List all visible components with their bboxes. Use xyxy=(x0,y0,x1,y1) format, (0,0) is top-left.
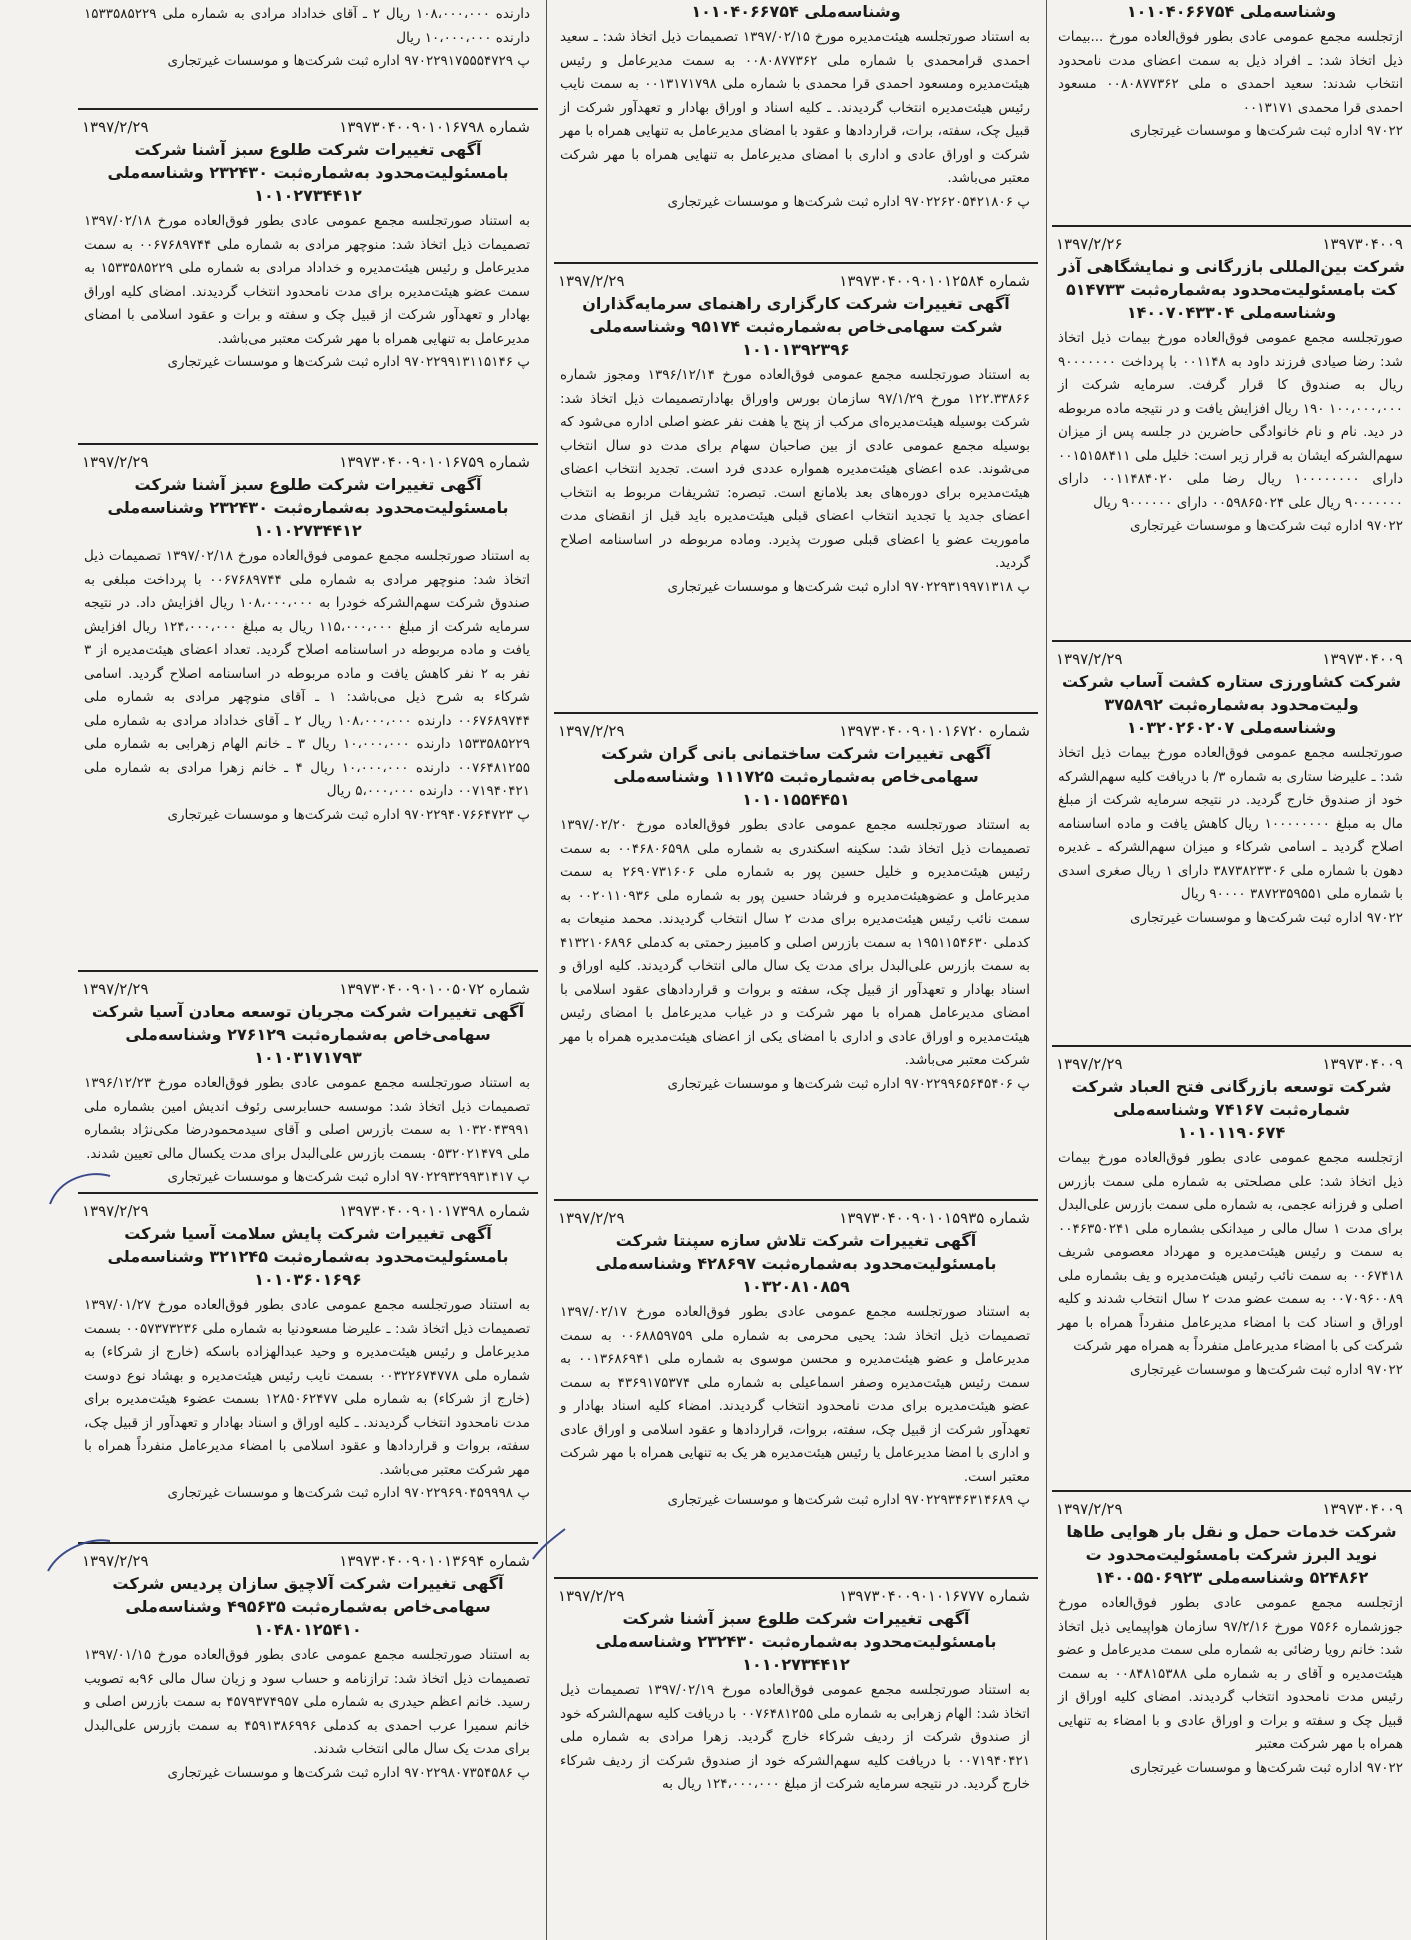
notice-date: ۱۳۹۷/۲/۲۹ xyxy=(1056,1500,1123,1518)
notice xyxy=(554,1199,1038,1579)
notice-body: به استناد صورتجلسه هیئت‌مدیره مورخ ۱۳۹۷/۰۲/۱۵ تصمیمات ذیل اتخاذ شد: ـ سعید احمدی قرامحمدی با شماره ملی ۰۰۸۰۸۷۷۳۶۲ به سمت مدیرعامل و رئیس هیئت‌مدیره ومسعود احمدی قرا محمدی با شماره ملی ۰۰۱۳۱۷۱۷۹۸ به سمت نایب رئیس هیئت‌مدیره انتخاب گردیدند. ـ کلیه اسناد و اوراق بهادار و تعهدآور شرکت از قبیل چک، سفته، برات، قراردادها و عقود با امضای مدیرعامل به تنهایی همراه با مهر شرکت و اوراق عادی و اداری با امضای مدیرعامل به تنهایی همراه با مهر شرکت معتبر می‌باشد. xyxy=(560,29,1030,186)
notice-body: ازتجلسه مجمع عمومی عادی بطور فوق‌العاده مورخ ...بیمات ذیل اتخاذ شد: ـ افراد ذیل به سمت اعضای مدت نامحدود انتخاب شدند: سعید احمدی ه ملی ۰۰۸۰۸۷۷۳۶۲ مسعود احمدی قرا محمدی ۰۰۱۳۱۷۱ xyxy=(1058,29,1403,116)
notice-body: دارنده ۱۰۸،۰۰۰،۰۰۰ ریال ۲ ـ آقای خداداد مرادی به شماره ملی ۱۵۳۳۵۸۵۲۲۹ دارنده ۱۰،۰۰۰،۰۰۰ ریال xyxy=(84,6,531,46)
notice-date: ۱۳۹۷/۲/۲۹ xyxy=(82,118,149,136)
pen-mark xyxy=(525,1525,575,1565)
notice-footer: پ ۹۷۰۲۲۹۳۲۹۹۳۱۴۱۷ اداره ثبت شرکت‌ها و موسسات غیرتجاری xyxy=(167,1169,530,1185)
notice-footer: ۹۷۰۲۲ اداره ثبت شرکت‌ها و موسسات غیرتجاری xyxy=(1129,518,1403,534)
notice-body: ازتجلسه مجمع عمومی عادی بطور فوق‌العاده مورخ بیمات ذیل اتخاذ شد: علی مصلحتی به شماره ملی سمت بازرس اصلی و فرزانه عجمی، به شماره ملی سمت بازرس علی‌البدل برای مدت ۱ سال مالی ر میدانکی بشماره ملی ۰۰۴۶۳۵۰۲۴۱ به سمت و رئیس هیئت‌مدیره و مهرداد معصومی شریف ۰۰۶۷۴۱۸ به سمت نائب رئیس هیئت‌مدیره و یف بشماره ملی ۰۰۷۰۹۶۰۰۸۹ به سمت عضو مدت ۲ سال انتخاب شدند و کلیه اوراق و اسناد کت با امضاء مدیرعامل منفرداً همراه با مهر شرکت کی با امضاء مدیرعامل منفرداً به همراه مهر شرکت xyxy=(1058,1150,1403,1354)
notice-title: شرکت بین‌المللی بازرگانی و نمایشگاهی آذر کت بامسئولیت‌محدود به‌شماره‌ثبت ۵۱۴۷۳۳ وشناسه‌ملی ۱۴۰۰۷۰۴۳۳۰۴ xyxy=(1058,257,1405,322)
notice-body: به استناد صورتجلسه مجمع عمومی عادی بطور فوق‌العاده مورخ ۱۳۹۷/۰۲/۱۷ تصمیمات ذیل اتخاذ شد: یحیی محرمی به شماره ملی ۰۰۶۸۸۵۹۷۵۹ به سمت مدیرعامل و عضو هیئت‌مدیره و محسن موسوی به شماره ملی ۰۰۱۳۶۸۶۹۴۱ به سمت رئیس هیئت‌مدیره وصفر اسماعیلی به شماره ملی ۴۳۶۹۱۷۵۳۷۴ به سمت عضو هیئت‌مدیره برای مدت نامحدود انتخاب گردیدند. امضاء کلیه اسناد بهادار و تعهدآور شرکت از قبیل چک، سفته، بروات، قراردادها و عقود اسلامی و اوراق عادی و اداری با امضا مدیرعامل یا رئیس هیئت‌مدیره هر یک به تنهایی همراه با مهر شرکت معتبر است. xyxy=(560,1304,1030,1485)
pen-mark xyxy=(40,1168,120,1208)
notice xyxy=(554,0,1038,262)
notice-footer: پ ۹۷۰۲۲۹۴۰۷۶۶۴۷۲۳ اداره ثبت شرکت‌ها و موسسات غیرتجاری xyxy=(167,806,530,823)
notice-reg-number: شماره ۱۳۹۷۳۰۴۰۰۹۰۱۰۱۳۶۹۴ xyxy=(339,1552,530,1570)
notice-reg-number: ۱۳۹۷۳۰۴۰۰۹ xyxy=(1322,235,1403,253)
notice-body: به استناد صورتجلسه مجمع عمومی عادی بطور فوق‌العاده مورخ ۱۳۹۷/۰۱/۲۷ تصمیمات ذیل اتخاذ شد: ـ علیرضا مسعودنیا به شماره ملی ۰۰۵۷۳۷۳۲۳۶ بسمت مدیرعامل و رئیس هیئت‌مدیره و وحید عبدالهزاده باسکه (خارج از شرکاء) به شماره ملی ۰۰۳۲۲۶۷۴۷۷۸ بسمت نایب رئیس هیئت‌مدیره و بهشاد نوع دوست (خارج از شرکاء) به شماره ملی ۱۲۸۵۰۶۲۴۷۷ بسمت عضوء هیئت‌مدیره برای مدت نامحدود انتخاب گردیدند. ـ کلیه اوراق و اسناد بهادار و تعهدآور از قبیل چک، سفته، بروات و قراردادها و عقود اسلامی با امضاء مدیرعامل منفرداً همراه با مهر شرکت معتبر می‌باشد. xyxy=(84,1297,531,1478)
notice-title: شرکت کشاورزی ستاره کشت آساب شرکت ولیت‌محدود به‌شماره‌ثبت ۳۷۵۸۹۲ وشناسه‌ملی ۱۰۳۲۰۲۶۰۲۰۷ xyxy=(1061,672,1402,737)
notice-date: ۱۳۹۷/۲/۲۹ xyxy=(1056,1055,1123,1073)
notice-date: ۱۳۹۷/۲/۲۹ xyxy=(82,980,149,998)
notice-date: ۱۳۹۷/۲/۲۹ xyxy=(558,272,625,290)
notice-reg-number: ۱۳۹۷۳۰۴۰۰۹ xyxy=(1322,1055,1403,1073)
left-column xyxy=(78,0,538,1940)
notice-reg-number: شماره ۱۳۹۷۳۰۴۰۰۹۰۱۰۱۶۷۹۸ xyxy=(339,118,530,136)
notice xyxy=(1052,225,1411,642)
middle-column xyxy=(554,0,1038,1940)
notice-footer: پ ۹۷۰۲۲۹۳۴۶۳۱۴۶۸۹ اداره ثبت شرکت‌ها و موسسات غیرتجاری xyxy=(667,1492,1030,1508)
right-column xyxy=(1052,0,1411,1940)
notice xyxy=(78,108,538,445)
notice-date: ۱۳۹۷/۲/۲۹ xyxy=(1056,650,1123,668)
notice-reg-number: شماره ۱۳۹۷۳۰۴۰۰۹۰۱۰۱۷۳۹۸ xyxy=(339,1202,530,1220)
column-divider xyxy=(1046,0,1047,1940)
notice-footer: ۹۷۰۲۲ اداره ثبت شرکت‌ها و موسسات غیرتجاری xyxy=(1129,909,1403,926)
notice-title: وشناسه‌ملی ۱۰۱۰۴۰۶۶۷۵۴ xyxy=(691,2,901,21)
notice-date: ۱۳۹۷/۲/۲۹ xyxy=(558,722,625,740)
notice-date: ۱۳۹۷/۲/۲۹ xyxy=(82,1552,149,1570)
notice-date: ۱۳۹۷/۲/۲۹ xyxy=(82,1202,149,1220)
notice-body: به استناد صورتجلسه مجمع عمومی فوق‌العاده مورخ ۱۳۹۷/۰۲/۱۹ تصمیمات ذیل اتخاذ شد: الهام زهرابی به شماره ملی ۰۰۷۶۴۸۱۲۵۵ با دریافت کلیه سهم‌الشرکه خود از صندوق شرکت از ردیف شرکاء خارج گردید. زهرا مرادی به شماره ملی ۰۰۷۱۹۴۰۴۲۱ با دریافت کلیه سهم‌الشرکه خود از صندوق شرکت از ردیف شرکاء خارج گردید. در نتیجه سرمایه شرکت از مبلغ ۱۲۴،۰۰۰،۰۰۰ ریال به xyxy=(560,1682,1031,1792)
notice xyxy=(1052,0,1411,225)
notice xyxy=(1052,1490,1411,1940)
notice xyxy=(78,970,538,1194)
notice-footer: پ ۹۷۰۲۲۹۳۱۹۹۷۱۳۱۸ اداره ثبت شرکت‌ها و موسسات غیرتجاری xyxy=(667,578,1030,595)
notice xyxy=(1052,640,1411,1047)
notice xyxy=(554,712,1038,1201)
notice-reg-number: شماره ۱۳۹۷۳۰۴۰۰۹۰۱۰۱۲۵۸۴ xyxy=(839,272,1030,290)
notice-reg-number: شماره ۱۳۹۷۳۰۴۰۰۹۰۱۰۱۶۷۲۰ xyxy=(839,722,1030,740)
notice-footer: ۹۷۰۲۲ اداره ثبت شرکت‌ها و موسسات غیرتجاری xyxy=(1129,1361,1403,1378)
pen-mark xyxy=(40,1535,120,1575)
notice-reg-number: شماره ۱۳۹۷۳۰۴۰۰۹۰۱۰۱۵۹۳۵ xyxy=(839,1209,1030,1227)
notice xyxy=(78,0,538,108)
notice xyxy=(78,443,538,972)
notice-reg-number: ۱۳۹۷۳۰۴۰۰۹ xyxy=(1322,1500,1403,1518)
notice-reg-number: شماره ۱۳۹۷۳۰۴۰۰۹۰۱۰۱۶۷۷۷ xyxy=(839,1587,1030,1605)
notice-title: آگهی تغییرات شرکت پایش سلامت آسیا شرکت بامسئولیت‌محدود به‌شماره‌ثبت ۳۲۱۲۴۵ وشناسه‌ملی ۱۰۱۰۳۶۰۱۶۹۶ xyxy=(107,1224,509,1289)
notice-title: آگهی تغییرات شرکت مجریان توسعه معادن آسیا شرکت سهامی‌خاص به‌شماره‌ثبت ۲۷۶۱۲۹ وشناسه‌ملی ۱۰۱۰۳۱۷۱۷۹۳ xyxy=(91,1002,525,1067)
notice-body: به استناد صورتجلسه مجمع عمومی عادی بطور فوق‌العاده مورخ ۱۳۹۷/۰۱/۱۵ تصمیمات ذیل اتخاذ شد: ترازنامه و حساب سود و زیان سال مالی ۹۶به تصویب رسید. خانم اعظم حیدری به شماره ملی ۴۵۷۹۳۷۴۹۵۷ به سمت بازرس اصلی و خانم سمیرا عرب احمدی به کدملی ۴۵۹۱۳۸۶۹۹۶ به سمت بازرس علی‌البدل برای مدت یک سال مالی انتخاب شدند. xyxy=(84,1647,531,1757)
notice-footer: پ ۹۷۰۲۲۹۹۶۵۶۴۵۴۰۶ اداره ثبت شرکت‌ها و موسسات غیرتجاری xyxy=(667,1075,1030,1092)
notice-reg-number: ۱۳۹۷۳۰۴۰۰۹ xyxy=(1322,650,1403,668)
notice-body: صورتجلسه مجمع عمومی فوق‌العاده مورخ بیمات ذیل اتخاذ شد: رضا صیادی فرزند داود به ۰۰۱۱۴۸ با پرداخت ۹۰۰۰۰۰۰۰ ریال به صندوق کا قرار گرفت. سرمایه شرکت از ۱۰۰،۰۰۰،۰۰۰ ۱۹۰ ریال افزایش یافت و در نتیجه ماده مربوطه در دید. نام و نام خانوادگی حاضرین در جلسه پس از میزان سهم‌الشرکه ایشان به قرار زیر است: خلیل ملی ۰۰۱۵۱۵۸۴۱۱ دارای ۱۰۰۰۰۰۰۰۰ ریال رضا ملی ۰۰۱۱۴۸۴۰۲۰ دارای ۹۰۰۰۰۰۰۰ ریال علی ۰۰۵۹۸۶۵۰۲۴ دارای ۹۰۰۰۰۰۰ ریال xyxy=(1058,330,1404,511)
notice-date: ۱۳۹۷/۲/۲۹ xyxy=(82,453,149,471)
notice xyxy=(78,1192,538,1544)
notice xyxy=(554,1577,1038,1940)
notice-body: به استناد صورتجلسه مجمع عمومی عادی بطور فوق‌العاده مورخ ۱۳۹۷/۰۲/۲۰ تصمیمات ذیل اتخاذ شد: سکینه اسکندری به شماره ملی ۰۰۴۶۸۰۶۵۹۸ به سمت رئیس هیئت‌مدیره و خلیل حسین پور به شماره ملی ۲۶۹۰۷۳۱۶۰۶ به سمت مدیرعامل و عضوهیئت‌مدیره و فرشاد حسین پور به شماره ملی ۰۰۲۰۱۱۰۹۳۶ به سمت نائب رئیس هیئت‌مدیره برای مدت ۲ سال انتخاب گردیدند. محمد منیعات به کدملی ۱۹۵۱۱۵۴۶۳۰ به سمت بازرس اصلی و کامبیز رحمتی به کدملی ۴۱۳۲۱۰۶۸۹۶ به سمت بازرس علی‌البدل برای مدت یک سال مالی انتخاب گردیدند. کلیه اوراق و اسناد بهادار و تعهدآور از قبیل چک، سفته و بروات و قراردادهای عقود اسلامی با امضای مدیرعامل همراه با مهر شرکت و در غیاب مدیرعامل با امضای رئیس هیئت‌مدیره و اوراق عادی و اداری با امضای یکی از اعضای هیئت‌مدیره همراه با مهر شرکت معتبر می‌باشد. xyxy=(560,817,1031,1068)
notice-body: به استناد صورتجلسه مجمع عمومی فوق‌العاده مورخ ۱۳۹۷/۰۲/۱۸ تصمیمات ذیل اتخاذ شد: منوچهر مرادی به شماره ملی ۰۰۶۷۶۸۹۷۴۴ با پرداخت مبلغی به صندوق شرکت سهم‌الشرکه خودرا به ۱۰۸،۰۰۰،۰۰۰ ریال افزایش داد. در نتیجه سرمایه شرکت از مبلغ ۱۱۵،۰۰۰،۰۰۰ ریال به مبلغ ۱۲۴،۰۰۰،۰۰۰ ریال افزایش یافت و ماده مربوطه در اساسنامه اصلاح گردید. تعداد اعضای هیئت‌مدیره از ۳ نفر به ۲ نفر کاهش یافت و ماده مربوطه در اساسنامه اصلاح گردید. اسامی شرکاء به شرح ذیل می‌باشد: ۱ ـ آقای منوچهر مرادی به شماره ملی ۰۰۶۷۶۸۹۷۴۴ دارنده ۱۰۸،۰۰۰،۰۰۰ ریال ۲ ـ آقای خداداد مرادی به شماره ملی ۱۵۳۳۵۸۵۲۲۹ دارنده ۱۰،۰۰۰،۰۰۰ ریال ۳ ـ خانم الهام زهرابی به شماره ملی ۰۰۷۶۴۸۱۲۵۵ دارنده ۱۰،۰۰۰،۰۰۰ ریال ۴ ـ خانم زهرا مرادی به شماره ملی ۰۰۷۱۹۴۰۴۲۱ دارنده ۵،۰۰۰،۰۰۰ ریال xyxy=(84,548,531,799)
notice-title: آگهی تغییرات شرکت تلاش سازه سپنتا شرکت بامسئولیت‌محدود به‌شماره‌ثبت ۴۲۸۶۹۷ وشناسه‌ملی ۱۰۳۲۰۸۱۰۸۵۹ xyxy=(595,1231,997,1296)
notice-date: ۱۳۹۷/۲/۲۹ xyxy=(558,1209,625,1227)
notice-body: به استناد صورتجلسه مجمع عمومی عادی بطور فوق‌العاده مورخ ۱۳۹۶/۱۲/۲۳ تصمیمات ذیل اتخاذ شد: موسسه حسابرسی رئوف اندیش امین بشماره ملی ۱۰۳۲۰۴۳۹۹۱ به سمت بازرس اصلی و آقای سیدمحمودرضا مکی‌نژاد بشماره ملی ۰۵۳۲۰۲۱۴۷۹ بسمت بازرس علی‌البدل برای مدت یکسال مالی تعیین شدند. xyxy=(84,1075,530,1162)
notice-footer: ۹۷۰۲۲ اداره ثبت شرکت‌ها و موسسات غیرتجاری xyxy=(1129,123,1403,139)
notice xyxy=(78,1542,538,1940)
notice xyxy=(1052,1045,1411,1492)
notice-body: به استناد صورتجلسه مجمع عمومی فوق‌العاده مورخ ۱۳۹۶/۱۲/۱۴ ومجوز شماره ۱۲۲.۳۳۸۶۶ مورخ ۹۷/۱/۲۹ سازمان بورس واوراق بهادارتصمیمات ذیل اتخاذ شد: شرکت بوسیله هیئت‌مدیره‌ای مرکب از پنج یا هفت نفر عضو اصلی اداره می‌شود که بوسیله مجمع عمومی عادی از بین صاحبان سهام برای مدت دو سال انتخاب می‌شوند. عده اعضای هیئت‌مدیره همواره عددی فرد است. تجدید انتخاب اعضای هیئت‌مدیره برای دوره‌های بعد بلامانع است. تبصره: تشریفات مربوط به انتخاب اعضای جدید یا تجدید انتخاب اعضای قبلی هیئت‌مدیره باید قبل از انقضای مدت ماموریت عضو یا اعضای قبلی صورت پذیرد. وماده مربوطه در اساسنامه اصلاح گردید. xyxy=(560,367,1030,571)
column-divider xyxy=(546,0,547,1940)
notice-footer: پ ۹۷۰۲۲۶۲۰۵۴۲۱۸۰۶ اداره ثبت شرکت‌ها و موسسات غیرتجاری xyxy=(667,193,1030,210)
notice-footer: پ ۹۷۰۲۲۹۹۱۳۱۱۵۱۴۶ اداره ثبت شرکت‌ها و موسسات غیرتجاری xyxy=(167,354,530,370)
notice-reg-number: شماره ۱۳۹۷۳۰۴۰۰۹۰۱۰۰۵۰۷۲ xyxy=(339,980,530,998)
notice xyxy=(554,262,1038,714)
notice-footer: پ ۹۷۰۲۲۹۱۷۵۵۵۴۷۲۹ اداره ثبت شرکت‌ها و موسسات غیرتجاری xyxy=(167,53,530,69)
notice-title: آگهی تغییرات شرکت آلاچیق سازان پردیس شرکت سهامی‌خاص به‌شماره‌ثبت ۴۹۵۶۳۵ وشناسه‌ملی ۱۰۴۸۰۱۲۵۴۱۰ xyxy=(112,1574,504,1639)
notice-title: آگهی تغییرات شرکت ساختمانی بانی گران شرکت سهامی‌خاص به‌شماره‌ثبت ۱۱۱۷۲۵ وشناسه‌ملی ۱۰۱۰۱۵۵۴۴۵۱ xyxy=(601,744,991,809)
notice-title: آگهی تغییرات شرکت طلوع سبز آشنا شرکت بامسئولیت‌محدود به‌شماره‌ثبت ۲۳۲۴۳۰ وشناسه‌ملی ۱۰۱۰۲۷۳۴۴۱۲ xyxy=(595,1609,997,1674)
notice-footer: ۹۷۰۲۲ اداره ثبت شرکت‌ها و موسسات غیرتجاری xyxy=(1129,1759,1403,1776)
notice-title: شرکت خدمات حمل و نقل بار هوایی طاها نوید البرز شرکت بامسئولیت‌محدود ت ۵۲۴۸۶۲ وشناسه‌ملی ۱۴۰۰۵۵۰۶۹۲۳ xyxy=(1066,1522,1397,1587)
notice-date: ۱۳۹۷/۲/۲۹ xyxy=(558,1587,625,1605)
notice-date: ۱۳۹۷/۲/۲۶ xyxy=(1056,235,1123,253)
notice-title: وشناسه‌ملی ۱۰۱۰۴۰۶۶۷۵۴ xyxy=(1126,2,1337,21)
notice-footer: پ ۹۷۰۲۲۹۶۹۰۴۵۹۹۹۸ اداره ثبت شرکت‌ها و موسسات غیرتجاری xyxy=(167,1485,530,1501)
notice-title: آگهی تغییرات شرکت کارگزاری راهنمای سرمایه‌گذاران شرکت سهامی‌خاص به‌شماره‌ثبت ۹۵۱۷۴ وشناسه‌ملی ۱۰۱۰۱۳۹۲۳۹۶ xyxy=(582,294,1010,359)
notice-reg-number: شماره ۱۳۹۷۳۰۴۰۰۹۰۱۰۱۶۷۵۹ xyxy=(339,453,530,471)
notice-body: ازتجلسه مجمع عمومی عادی بطور فوق‌العاده مورخ جوزشماره ۷۵۶۶ مورخ ۹۷/۲/۱۶ سازمان هواپیمایی ذیل اتخاذ شد: خانم رویا رضائی به شماره ملی سمت مدیرعامل و عضو هیئت‌مدیره و آقای ر به شماره ملی ۰۰۸۴۸۱۵۳۸۸ به سمت رئیس مدت نامحدود انتخاب گردیدند. امضای کلیه اوراق از قبیل چک و سفته و برات و اوراق عادی و با امضاء به تنهایی همراه با مهر شرکت معتبر xyxy=(1058,1595,1404,1752)
notice-body: به استناد صورتجلسه مجمع عمومی عادی بطور فوق‌العاده مورخ ۱۳۹۷/۰۲/۱۸ تصمیمات ذیل اتخاذ شد: منوچهر مرادی به شماره ملی ۰۰۶۷۶۸۹۷۴۴ به سمت مدیرعامل و رئیس هیئت‌مدیره و خداداد مرادی به شماره ملی ۱۵۳۳۵۸۵۲۲۹ به سمت عضو هیئت‌مدیره برای مدت نامحدود انتخاب گردیدند. امضای کلیه اوراق بهادار و تعهدآور شرکت از قبیل چک و سفته و برات و عقود اسلامی با امضای مدیرعامل به تنهایی همراه با مهر شرکت معتبر می‌باشد. xyxy=(84,213,531,347)
notice-title: آگهی تغییرات شرکت طلوع سبز آشنا شرکت بامسئولیت‌محدود به‌شماره‌ثبت ۲۳۲۴۳۰ وشناسه‌ملی ۱۰۱۰۲۷۳۴۴۱۲ xyxy=(107,475,509,540)
notice-footer: پ ۹۷۰۲۲۹۸۰۷۳۵۴۵۸۶ اداره ثبت شرکت‌ها و موسسات غیرتجاری xyxy=(167,1764,530,1781)
notice-title: شرکت توسعه بازرگانی فتح العباد شرکت شماره‌ثبت ۷۴۱۶۷ وشناسه‌ملی ۱۰۱۰۱۱۹۰۶۷۴ xyxy=(1071,1077,1392,1142)
notice-title: آگهی تغییرات شرکت طلوع سبز آشنا شرکت بامسئولیت‌محدود به‌شماره‌ثبت ۲۳۲۴۳۰ وشناسه‌ملی ۱۰۱۰۲۷۳۴۴۱۲ xyxy=(107,140,509,205)
notice-body: صورتجلسه مجمع عمومی فوق‌العاده مورخ بیمات ذیل اتخاذ شد: ـ علیرضا ستاری به شماره ۳/ با دریافت کلیه سهم‌الشرکه خود از صندوق خارج گردید. در نتیجه سرمایه شرکت از مبلغ مال به مبلغ ۱۰۰۰۰۰۰۰۰ ریال کاهش یافت و ماده اساسنامه اصلاح گردید ـ اسامی شرکاء و میزان سهم‌الشرکه ـ غدیره دهون با شماره ملی ۳۸۷۳۸۲۳۳۰۶ دارای ۱ ریال صغری اسدی با شماره ملی ۳۸۷۲۳۵۹۵۵۱ ۹۰۰۰۰ ریال xyxy=(1058,745,1403,902)
